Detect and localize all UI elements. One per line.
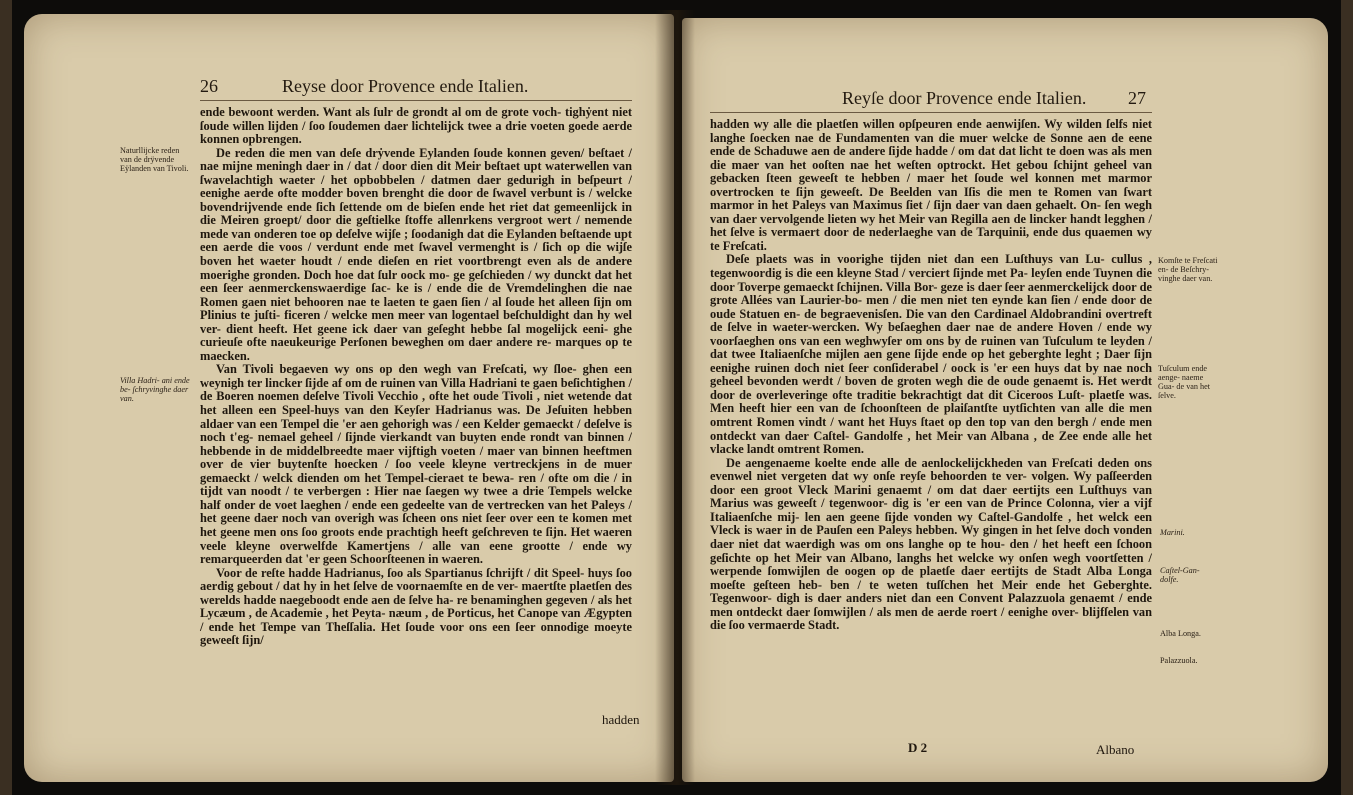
left-paragraph-4: Voor de reſte hadde Hadrianus, ſoo als Spartianus ſchrijft / dit Speel- huys ſoo aerdig gebout / dat hy in het ſelve de voornaemſte en de ver- maertſte plaetſen des werelds hadde naegeboodt ende aen de ſelve ha- re benaminghen gegeven / als het Lycæum , de Academie , het Peyta- næum , de Porticus, het Canope van Ægypten / ende het Tempe van Theſſalia. Het ſoude voor ons een ſeer onnodige moeyte geweeſt ſijn/ xyxy=(200,565,632,648)
right-paragraph-1: hadden wy alle die plaetſen willen opſpeuren ende aenwijſen. Wy wilden ſelfs niet langhe ſoecken nae de Fundamenten van die muer welcke de Sonne aen de eene ende de Schaduwe aen de andere ſijde hadde / om dat dat licht te doen was als men die maer van het ooſten nae het weſten optrockt. Het gebou ſchijnt geheel van gebacken ſteen geweeſt te hebben / maer het ſoude wel konnen met marmor overtrocken te ſijn geweeſt. De Beelden van Iſis die men te Romen van ſwart marmor in het Paleys van Maximus ſiet / ſijn daer van daen gehaelt. On- ſen wegh van daer vervolgende lieten wy het Meir van Regilla aen de lincker handt legghen / het ſelve is vermaert door de nederlaeghe van de Tarquinii, ende dus quaemen wy te Freſcati. xyxy=(710,117,1152,253)
left-page xyxy=(24,14,674,782)
left-page-number: 26 xyxy=(200,76,218,96)
left-running-title: Reyse door Provence ende Italien. xyxy=(282,76,529,96)
left-paragraph-1: ende bewoont werden. Want als ſulr de grondt al om de grote voch- tighẏent niet ſoude willen lijden / ſoo ſoudemen daer lichtelijck twee a drie voeten goede aerde konnen opbrengen. xyxy=(200,105,632,147)
right-paragraph-3: De aengenaeme koelte ende alle de aenlockelijckheden van Freſcati deden ons evenwel niet vergeten dat wy onſe reyſe behoorden te ver- volgen. Wy paſſeerden door een groot Vleck Marini genaemt / om dat daer eertijts een Luſthuys van Marius was geweeſt / tegenwoor- dig is 'er een van de Prince Colonna, vier a vijf Italiaenſche mij- len aen geene ſijde vonden wy Caſtel-Gandolfe , het welck een Vleck is waer in de Pauſen een Paleys hebben. Wy gingen in het ſelve doch vonden daer niet dat waerdigh was om ons langhe op te hou- den / het heeft een ſchoon geſichte op het Meir van Albano, langhs het welcke wy onſen wegh voortſetten / werpende ſomwijlen de oogen op de plaetſe daer eertijts de Stadt Alba Longa moeſte geſteen heb- ben / te weten tuſſchen het Meir ende het Geberghte. Tegenwoor- digh is daer anders niet dan een Convent Palazzuola genaemt / ende men ontdeckt daer ſomwijlen / als men de aerde roert / eenighe over- blijfſelen van die ſoo vermaerde Stadt. xyxy=(710,455,1152,633)
right-header-rule xyxy=(710,112,1152,113)
signature-mark: D 2 xyxy=(908,740,928,755)
right-page-number: 27 xyxy=(1128,88,1146,108)
right-paragraph-2: Deſe plaets was in voorighe tijden niet dan een Luſthuys van Lu- cullus , tegenwoordig is die een kleyne Stad / verciert ſijnde met Pa- leyſen ende Tuynen die door Toverpe gemaeckt ſchijnen. Villa Bor- geze is daer ſeer aenmerckelijck door de grote Allées van Laurier-bo- men / die men niet ten eynde kan ſien / ende door de oude Statuen en- de begraevenisſen. Die van den Cardinael Aldobrandini overtreft de ſelve in waeter-wercken. Wy beſaeghen daer nae de andere Hoven / ende wy voorſaeghen ons van een weghwyſer om ons by de ruinen van Tuſculum te leyden / dat twee Italiaenſche mijlen aen gene ſijde ende op het geberghte leght ; Daer ſijn eenighe ruinen doch niet ſeer conſiderabel / oock is 'er een huys dat by nae noch geheel bevonden werdt / boven de groten wegh die de oude genaemt is. Het werdt door de overleveringe ofte traditie bekrachtigt dat dit Ciceroos Luſt- plaetſe was. Men heeft hier een van de ſchoonſteen de plaiſantſte uytſichten van alle die men omtrent Romen vindt / want het Huys ſtaet op den top van den bergh / ende men ontdeckt van daer Caſtel- Gandolfe , het Meir van Albana , de Zee ende alle het vlacke landt omtrent Romen. xyxy=(710,252,1152,457)
left-side-note-1: Naturllijcke reden van de drÿvende Eÿlanden van Tivoli. xyxy=(120,146,189,173)
right-side-note-1: Komſte te Freſcati en- de Beſchry- vinghe daer van. xyxy=(1158,256,1218,283)
left-body-text xyxy=(200,106,632,648)
right-side-note-4: Caſtel-Gan- dolfe. xyxy=(1160,566,1200,584)
right-catchword: Albano xyxy=(1096,742,1135,757)
book-cover-right-edge xyxy=(1341,0,1353,795)
left-paragraph-3: Van Tivoli begaeven wy ons op den wegh van Freſcati, wy ſloe- ghen een weynigh ter lincker ſijde af om de ruinen van Villa Hadriani te gaen beſichtighen / de Boeren noemen deſelve Tivoli Vecchio , ofte het oude Tivoli , niet wetende dat het alleen een Speel-huys van den Keyſer Hadrianus was. De Jeſuiten hebben aldaer van een Tempel die 'er aen gehorigh was / een Kelder gemaeckt / deſelve is noch t'eg- nemael geheel / ſijnde vierkandt van buyten ende rondt van binnen / hebbende in de middelbreedte maer vijftigh voeten / maer van binnen heeftmen over de vier buytenſte hoecken / ſoo veele kleyne vertreckjens in de muer gemaeckt / welck dienden om het Tempel-cieraet te bewa- ren / ofte om die / in tijdt van noodt / te verbergen : Hier nae ſaegen wy twee a drie Tempels welcke half onder de voet laeghen / ende een gedeelte van de vertrecken van het Paleys / het geene daer noch van overigh was ſcheen ons niet ſeer over een te komen met het geene men ons ſoo groots ende prachtigh heeft geſchreven te ſijn. Het waeren veele kleyne overwelfde Kamertjens / alle van eene grootte / ende wy remarqueerden dat 'er geen Schoorſteenen in waeren. xyxy=(200,362,632,567)
left-header-rule xyxy=(200,100,632,101)
book-cover-left-edge xyxy=(0,0,12,795)
left-side-note-2: Villa Hadri- ani ende be- ſchryvinghe daer van. xyxy=(120,376,190,403)
right-page xyxy=(682,18,1328,782)
right-side-note-3: Marini. xyxy=(1160,528,1185,537)
right-side-note-2: Tuſculum ende aenge- naeme Gua- de van het ſelve. xyxy=(1158,364,1211,400)
left-paragraph-2: De reden die men van deſe drẏvende Eylanden ſoude konnen geven/ beſtaet / nae mijne meningh daer in / dat / door dien dit Meir beſtaet upt waterwellen van ſwavelachtigh waeter / het opbobbelen / datmen daer gedurigh in beſpeurt / eenighe aerde ofte modder boven brenght die door de ſwavel verbunt is / welcke bovendrijvende ende ſich ſettende om de bieſen ende het riet dat gemeenlijck in die Meiren groept/ door die geſtielke ſtoffe allenrkens vergroot wert / nemende mede van onderen toe op deſelve wijſe ; ſoodanigh dat die Eylanden beſtaende upt een aerde die voos / verdunt ende met ſwavel vermenght is / ſich op die wijſe boven het waeter houdt / ende dieſen en riet voortbrengt even als de andere moerighe gronden. Doch hoe dat ſulr oock mo- ge geſchieden / wy dunckt dat het een ſeer aenmerckenswaerdige ſac- ke is / ende die de Vremdelinghen die nae Romen gaen niet behooren nae te laeten te gaen ſien / al ſoude het alleen ſijn om Plinius te juſti- ficeren / welcke men meer van logentael beſchuldight dan hy wel ver- dient heeft. Het geene ick daer van geſeght hebbe ſal mogelijck eeni- ghe curieuſe ofte naeukeurige Perſonen beweghen om daer andere re- marques op te maecken. xyxy=(200,145,632,363)
right-running-title: Reyſe door Provence ende Italien. xyxy=(842,88,1087,108)
right-body-text xyxy=(710,118,1152,633)
right-side-note-5: Alba Longa. xyxy=(1160,629,1201,638)
left-catchword: hadden xyxy=(602,712,640,727)
right-side-note-6: Palazzuola. xyxy=(1160,656,1198,665)
book-gutter xyxy=(655,10,695,785)
